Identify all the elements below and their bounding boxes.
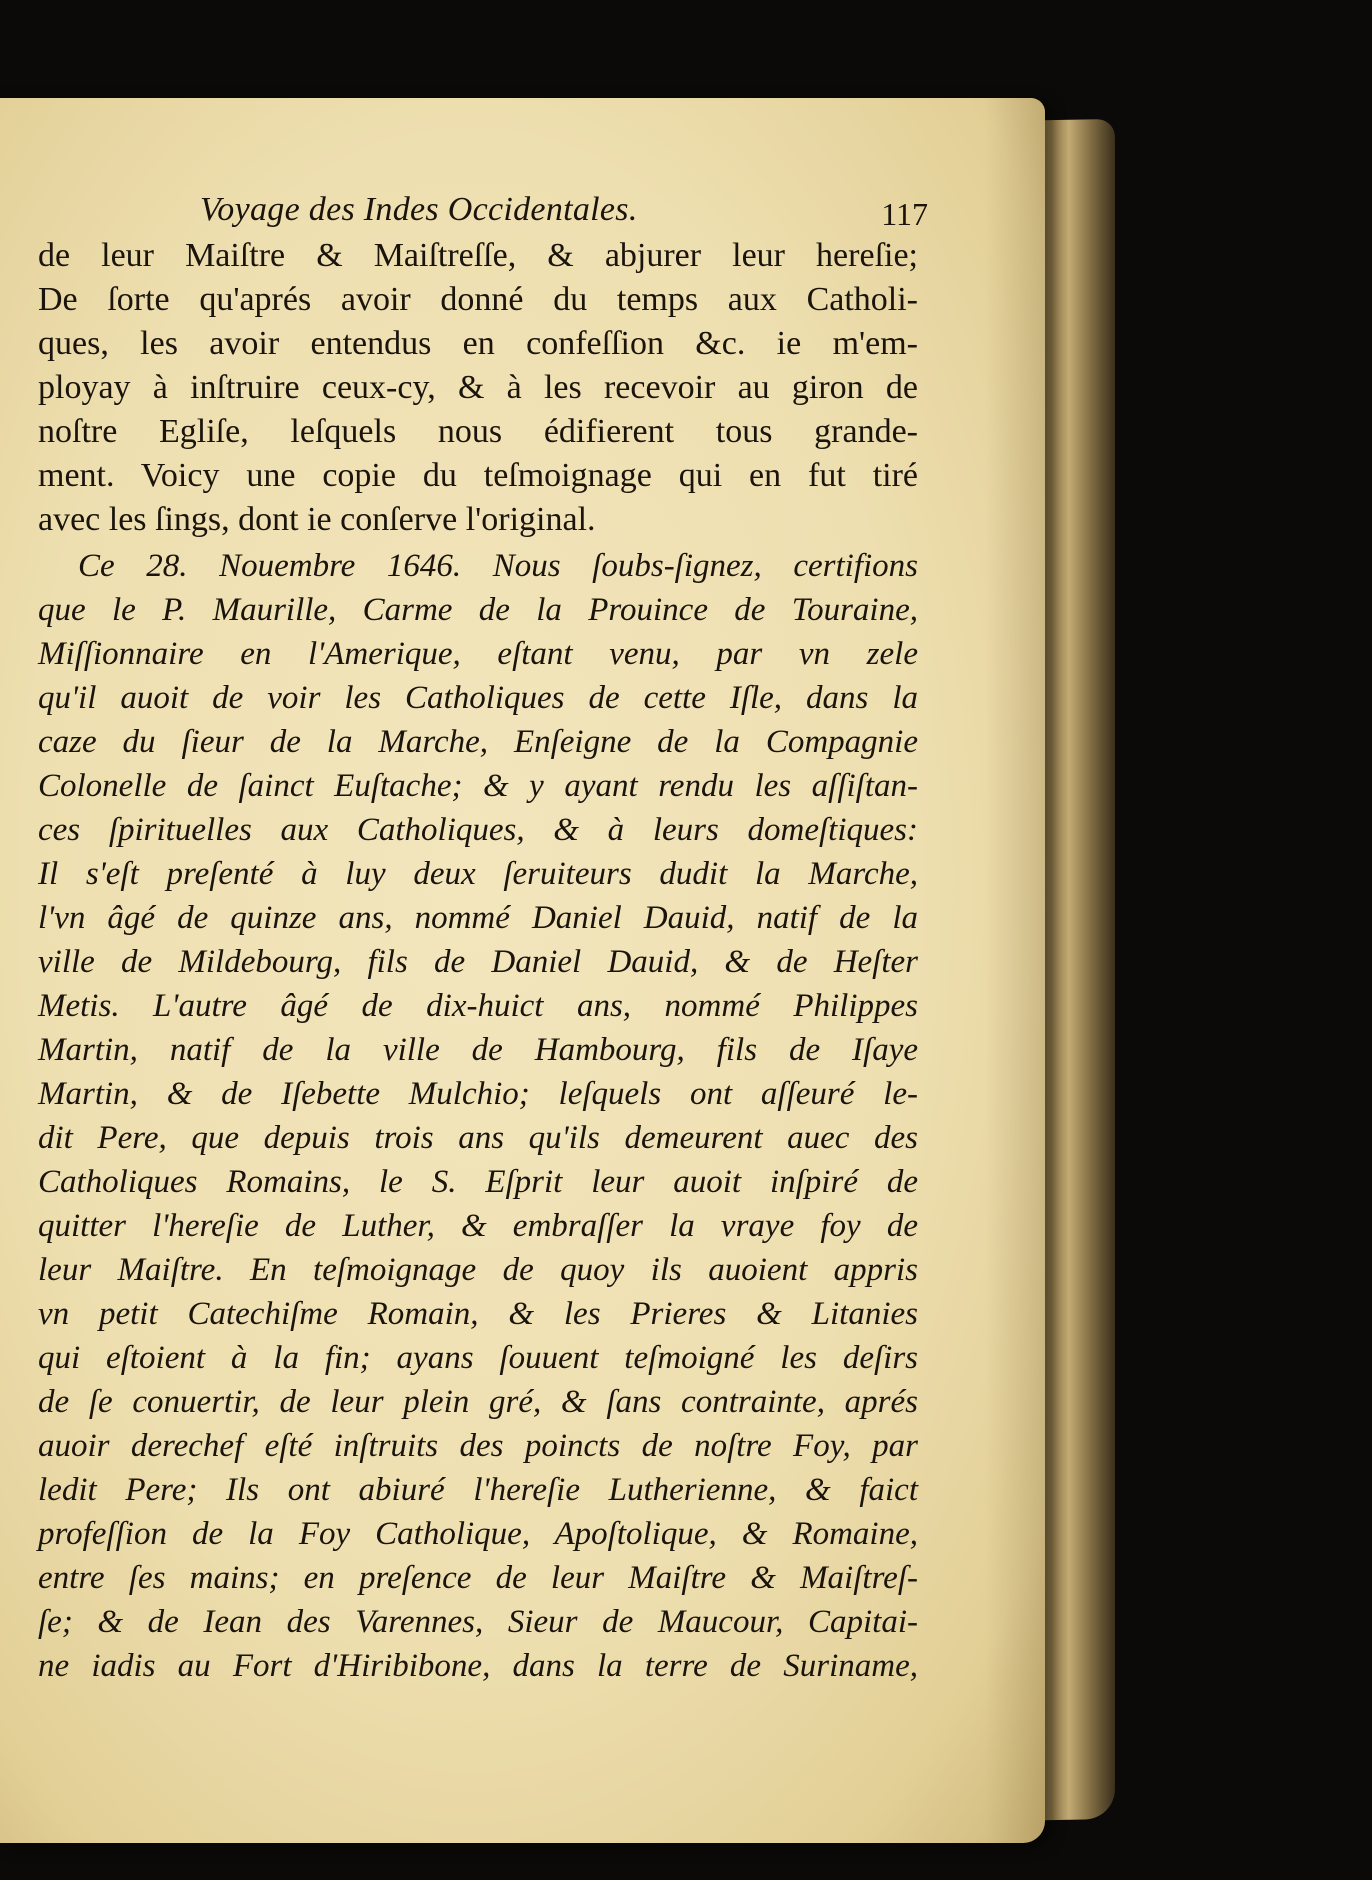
text-line: ques, les avoir entendus en confeſſion &c. ie m'em- <box>38 325 918 362</box>
text-line: avec les ſings, dont ie conſerve l'original. <box>38 501 596 538</box>
book-page <box>0 98 1045 1843</box>
text-line: de leur Maiſtre & Maiſtreſſe, & abjurer leur hereſie; <box>38 237 918 274</box>
text-line: ment. Voicy une copie du teſmoignage qui en fut tiré <box>38 457 918 494</box>
italic-certificate <box>38 544 918 1688</box>
text-line: Martin, & de Iſebette Mulchio; leſquels ont aſſeuré le- <box>38 1076 918 1112</box>
text-line: leur Maiſtre. En teſmoignage de quoy ils auoient appris <box>38 1252 918 1288</box>
text-line: ſe; & de Iean des Varennes, Sieur de Maucour, Capitai- <box>38 1604 918 1640</box>
text-line: quitter l'hereſie de Luther, & embraſſer la vraye foy de <box>38 1208 918 1244</box>
text-line: Metis. L'autre âgé de dix-huict ans, nommé Philippes <box>38 988 918 1024</box>
text-line: auoir derechef eſté inſtruits des poincts de noſtre Foy, par <box>38 1428 918 1464</box>
text-line: ville de Mildebourg, fils de Daniel Dauid, & de Heſter <box>38 944 918 980</box>
text-line: noſtre Egliſe, leſquels nous édifierent tous grande- <box>38 413 918 450</box>
text-line: ne iadis au Fort d'Hiribibone, dans la terre de Suriname, <box>38 1648 918 1684</box>
text-block <box>38 186 928 1688</box>
text-line: l'vn âgé de quinze ans, nommé Daniel Dauid, natif de la <box>38 900 918 936</box>
text-line: qui eſtoient à la fin; ayans ſouuent teſmoigné les deſirs <box>38 1340 918 1376</box>
text-line: qu'il auoit de voir les Catholiques de cette Iſle, dans la <box>38 680 918 716</box>
text-line: Ce 28. Nouembre 1646. Nous ſoubs-ſignez, certifions <box>78 548 918 584</box>
text-line: ployay à inſtruire ceux-cy, & à les recevoir au giron de <box>38 369 918 406</box>
text-line: dit Pere, que depuis trois ans qu'ils demeurent auec des <box>38 1120 918 1156</box>
text-line: Catholiques Romains, le S. Eſprit leur auoit inſpiré de <box>38 1164 918 1200</box>
page-number: 117 <box>881 196 928 232</box>
text-line: caze du ſieur de la Marche, Enſeigne de la Compagnie <box>38 724 918 760</box>
text-line: Il s'eſt preſenté à luy deux ſeruiteurs dudit la Marche, <box>38 856 918 892</box>
text-line: Colonelle de ſainct Euſtache; & y ayant rendu les aſſiſtan- <box>38 768 918 804</box>
text-line: profeſſion de la Foy Catholique, Apoſtolique, & Romaine, <box>38 1516 918 1552</box>
running-title: Voyage des Indes Occidentales. <box>200 191 638 228</box>
text-line: vn petit Catechiſme Romain, & les Prieres & Litanies <box>38 1296 918 1332</box>
text-line: Miſſionnaire en l'Amerique, eſtant venu, par vn zele <box>38 636 918 672</box>
text-line: entre ſes mains; en preſence de leur Maiſtre & Maiſtreſ- <box>38 1560 918 1596</box>
text-line: ces ſpirituelles aux Catholiques, & à leurs domeſtiques: <box>38 812 918 848</box>
text-line: De ſorte qu'aprés avoir donné du temps aux Catholi- <box>38 281 918 318</box>
text-line: ledit Pere; Ils ont abiuré l'hereſie Lutherienne, & faict <box>38 1472 918 1508</box>
text-line: Martin, natif de la ville de Hambourg, fils de Iſaye <box>38 1032 918 1068</box>
roman-paragraph <box>38 234 918 542</box>
page-header <box>38 186 928 234</box>
text-line: de ſe conuertir, de leur plein gré, & ſans contrainte, aprés <box>38 1384 918 1420</box>
text-line: que le P. Maurille, Carme de la Prouince de Touraine, <box>38 592 918 628</box>
